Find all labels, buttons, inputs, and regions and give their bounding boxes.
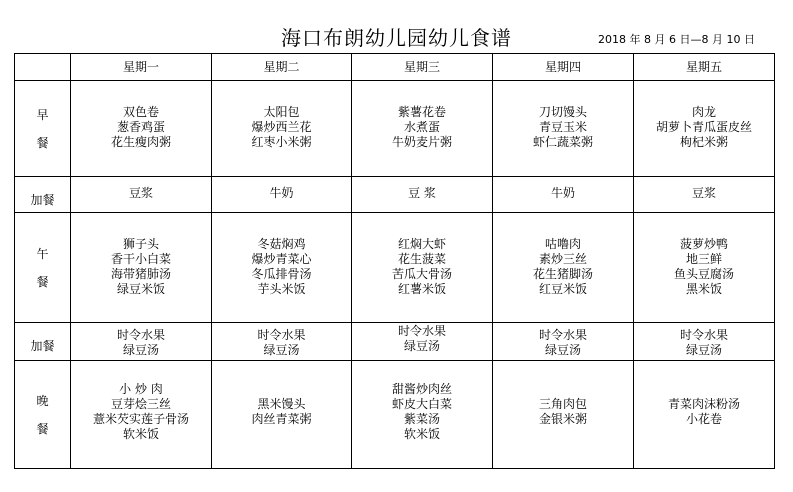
dish-item: 花生菠菜 [397,252,446,266]
dish-cell [634,213,775,323]
dish-item: 海带猪肺汤 [110,267,171,281]
dish-item: 豆浆 [691,186,716,200]
dish-item: 肉龙 [691,105,716,119]
dish-item: 红豆米饭 [538,282,587,296]
dish-cell [71,361,212,469]
dish-item: 豆 浆 [408,186,436,200]
meal-row-dinner [15,361,775,469]
dish-cell [493,213,634,323]
dish-item: 狮子头 [122,237,159,251]
dish-item: 牛奶 [269,186,294,200]
dish-cell [352,81,493,177]
meal-row-snack-am [15,177,775,213]
dish-cell [212,323,352,361]
dish-item: 软米饭 [403,427,440,441]
dish-item: 虾皮大白菜 [391,397,452,411]
menu-table [14,53,775,469]
meal-row-snack-pm [15,323,775,361]
meal-label: 加餐 [15,177,71,213]
dish-item: 爆炒青菜心 [251,252,312,266]
dish-item: 菠萝炒鸭 [679,237,728,251]
dish-cell [71,213,212,323]
dish-cell [634,323,775,361]
dish-item: 牛奶麦片粥 [391,135,452,149]
dish-cell [352,323,493,361]
day-header: 星期五 [634,54,775,81]
day-header: 星期三 [352,54,493,81]
page-title: 海口布朗幼儿园幼儿食谱 [281,26,512,50]
dish-item: 双色卷 [122,105,159,119]
dish-item: 豆芽烩三丝 [110,397,171,411]
dish-item: 绿豆汤 [263,343,300,357]
dish-item: 地三鲜 [685,252,722,266]
dish-item: 胡萝卜青瓜蛋皮丝 [655,120,752,134]
dish-item: 紫薯花卷 [397,105,446,119]
dish-item: 红枣小米粥 [251,135,312,149]
dish-item: 苦瓜大骨汤 [391,267,452,281]
dish-item: 冬瓜排骨汤 [251,267,312,281]
dish-item: 花生猪脚汤 [532,267,593,281]
dish-cell [212,177,352,213]
dish-cell [634,177,775,213]
dish-item: 三角肉包 [538,397,587,411]
dish-cell [71,177,212,213]
dish-item: 黑米饭 [685,282,722,296]
dish-item: 时令水果 [397,324,446,338]
meal-label: 早 餐 [15,81,71,177]
dish-item: 水煮蛋 [403,120,440,134]
meal-row-breakfast [15,81,775,177]
day-header: 星期四 [493,54,634,81]
dish-cell [71,81,212,177]
dish-cell [493,323,634,361]
dish-item: 黑米馒头 [257,397,306,411]
dish-item: 薏米芡实莲子骨汤 [92,412,189,426]
corner-cell [15,54,71,81]
dish-cell [212,81,352,177]
dish-cell [634,81,775,177]
dish-item: 青菜肉沫粉汤 [667,397,740,411]
dish-item: 时令水果 [257,328,306,342]
dish-item: 时令水果 [116,328,165,342]
dish-item: 绿豆汤 [403,339,440,353]
day-header: 星期一 [71,54,212,81]
dish-item: 葱香鸡蛋 [116,120,165,134]
dish-cell [493,361,634,469]
dish-item: 小花卷 [685,412,722,426]
dish-item: 太阳包 [263,105,300,119]
dish-item: 绿豆汤 [544,343,581,357]
dish-item: 素炒三丝 [538,252,587,266]
dish-item: 爆炒西兰花 [251,120,312,134]
dish-item: 香干小白菜 [110,252,171,266]
dish-cell [634,361,775,469]
header-row [15,54,775,81]
dish-cell [493,177,634,213]
dish-item: 时令水果 [538,328,587,342]
meal-label: 加餐 [15,323,71,361]
dish-item: 豆浆 [128,186,153,200]
dish-cell [71,323,212,361]
dish-item: 芋头米饭 [257,282,306,296]
dish-item: 紫菜汤 [403,412,440,426]
dish-item: 绿豆米饭 [116,282,165,296]
dish-item: 枸杞米粥 [679,135,728,149]
dish-cell [212,213,352,323]
dish-item: 绿豆汤 [122,343,159,357]
dish-item: 鱼头豆腐汤 [673,267,734,281]
meal-row-lunch [15,213,775,323]
dish-item: 花生瘦肉粥 [110,135,171,149]
dish-item: 红薯米饭 [397,282,446,296]
day-header: 星期二 [212,54,352,81]
dish-item: 绿豆汤 [685,343,722,357]
dish-item: 时令水果 [679,328,728,342]
dish-item: 软米饭 [122,427,159,441]
dish-item: 冬菇焖鸡 [257,237,306,251]
dish-item: 红焖大虾 [397,237,446,251]
dish-cell [352,177,493,213]
dish-item: 青豆玉米 [538,120,587,134]
meal-label: 午 餐 [15,213,71,323]
dish-item: 金银米粥 [538,412,587,426]
dish-cell [352,361,493,469]
date-range: 2018 年 8 月 6 日—8 月 10 日 [598,33,755,46]
dish-cell [493,81,634,177]
dish-item: 小 炒 肉 [119,382,163,396]
dish-item: 牛奶 [550,186,575,200]
dish-cell [352,213,493,323]
dish-item: 肉丝青菜粥 [251,412,312,426]
dish-item: 刀切馒头 [538,105,587,119]
meal-label: 晚 餐 [15,361,71,469]
dish-item: 甜酱炒肉丝 [391,382,452,396]
dish-item: 虾仁蔬菜粥 [532,135,593,149]
dish-item: 咕噜肉 [544,237,581,251]
dish-cell [212,361,352,469]
